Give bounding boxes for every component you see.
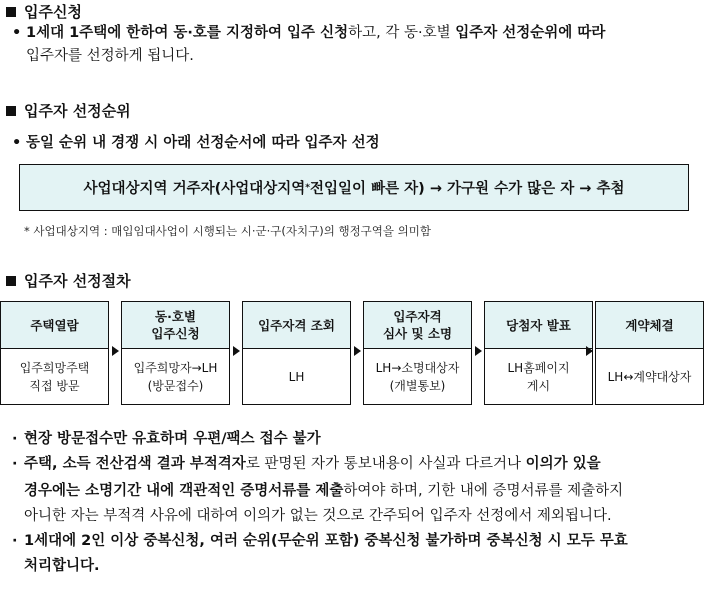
step-house-viewing: 주택열람 입주희망주택 직접 방문 (0, 301, 109, 405)
selection-order-box: 사업대상지역 거주자(사업대상지역 * 전입일이 빠른 자) → 가구원 수가 많은 자 → 추첨 (19, 164, 689, 211)
footnote: * 사업대상지역 : 매입임대사업이 시행되는 시·군·구(자치구)의 행정구역을 의미함 (24, 224, 431, 238)
arrow-right-icon (586, 346, 593, 356)
arrow-right-icon (354, 346, 361, 356)
application-bullet: • 1세대 1주택에 한하여 동·호를 지정하여 입주 신청하고, 각 동·호별 입주자 선정순위에 따라 (12, 22, 605, 45)
note-duplicate-line1: · 1세대에 2인 이상 중복신청, 여러 순위(무순위 포함) 중복신청 불가하며 중복신청 시 모두 무효 (12, 530, 628, 553)
section-title-procedure: 입주자 선정절차 (6, 270, 131, 291)
step-eligibility-check: 입주자격 조회 LH (242, 301, 351, 405)
note-ineligible-line3: 아니한 자는 부적격 사유에 대하여 이의가 없는 것으로 간주되어 입주자 선정에서 제외됩니다. (24, 508, 612, 524)
square-bullet-icon (6, 106, 16, 116)
square-bullet-icon (6, 7, 16, 17)
arrow-right-icon (475, 346, 482, 356)
step-unit-application: 동·호별 입주신청 입주희망자→LH (방문접수) (121, 301, 230, 405)
middle-dot-icon: · (12, 456, 18, 472)
note-ineligible-line1: · 주택, 소득 전산검색 결과 부적격자로 판명된 자가 통보내용이 사실과 다르거나 이의가 있을 (12, 453, 601, 476)
note-duplicate-line2: 처리합니다. (24, 558, 100, 574)
arrow-right-icon (112, 346, 119, 356)
section-title-application: 입주신청 (6, 1, 82, 22)
priority-bullet: • 동일 순위 내 경쟁 시 아래 선정순서에 따라 입주자 선정 (12, 132, 380, 155)
middle-dot-icon: · (12, 533, 18, 549)
step-review-explanation: 입주자격 심사 및 소명 LH→소명대상자 (개별통보) (363, 301, 472, 405)
section-title-priority: 입주자 선정순위 (6, 100, 131, 121)
step-contract: 계약체결 LH↔계약대상자 (595, 301, 704, 405)
bullet-dot-icon: • (12, 135, 22, 151)
arrow-right-icon (233, 346, 240, 356)
application-bullet-line2: 입주자를 선정하게 됩니다. (26, 48, 194, 64)
note-onsite-only: · 현장 방문접수만 유효하며 우편/팩스 접수 불가 (12, 428, 321, 451)
bullet-dot-icon: • (12, 25, 22, 41)
square-bullet-icon (6, 276, 16, 286)
note-ineligible-line2: 경우에는 소명기간 내에 객관적인 증명서류를 제출하여야 하며, 기한 내에 증명서류를 제출하지 (24, 483, 624, 499)
middle-dot-icon: · (12, 431, 18, 447)
step-winner-announcement: 당첨자 발표 LH홈페이지 게시 (484, 301, 593, 405)
